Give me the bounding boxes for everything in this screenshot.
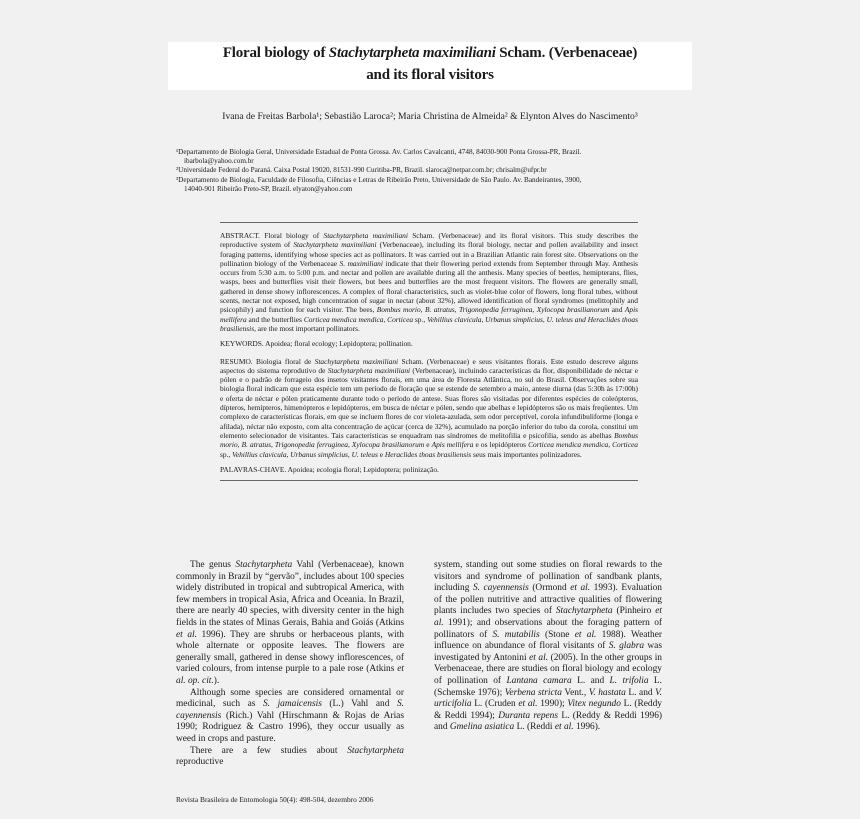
affiliation-3: ³Departamento de Biologia, Faculdade de Filosofia, Ciências e Letras de Ribeirão Preto, Universidade de São Paulo. Av. Bandeirantes, 3900, 14040-901 Ribeirão Preto-SP, Brazil. elyaton@yahoo.com — [176, 175, 582, 193]
affiliation-1: ¹Departamento de Biologia Geral, Universidade Estadual de Ponta Grossa. Av. Carlos Cavalcanti, 4748, 84030-900 Ponta Grossa-PR, Brazil. ibarbola@yahoo.com.br — [176, 148, 582, 166]
body-column-right — [434, 560, 662, 734]
top-rule — [220, 222, 638, 223]
keywords: KEYWORDS. Apoidea; floral ecology; Lepidoptera; pollination. — [220, 339, 413, 349]
title-line-2: and its floral visitors — [366, 67, 494, 83]
title-line-1: Floral biology of Stachytarpheta maximiliani Scham. (Verbenaceae) — [222, 45, 638, 61]
palavras-chave: PALAVRAS-CHAVE. Apoidea; ecologia floral; Lepidoptera; polinização. — [220, 464, 439, 474]
abstract-text: ABSTRACT. Floral biology of Stachytarpheta maximiliani Scham. (Verbenaceae) and its floral visitors. This study describes the reproductive system of Stachytarpheta maximiliani (Verbenaceae), including its floral biology, nectar and pollen availability and insect foraging patterns, identifying whose species act as pollinators. It was carried out in a Brazilian Atlantic rain forest site. Observations on the pollination biology of the Verbenaceae S. maximiliani indicate that their flowering period extends from September through May. Anthesis occurs from 5:30 a.m. to 5:00 p.m. and nectar and pollen are available during all the anthesis. Many species of beetles, hemipterans, flies, wasps, bees and butterflies visit their flowers, but bees and butterflies are the most frequent visitors. The flowers are generally small, gathered in dense showy inflorescences. A complex of floral characteristics, such as violet-blue color of flowers, long floral tubes, without scents, nectar not exposed, high concentration of sugar in nectar (about 32%), allowed identification of floral syndromes (melittophily and psicophily) and function for each visitor. The bees, Bombus morio, B. atratus, Trigonopedia ferruginea, Xylocopa brasilianorum and Apis mellifera and the butterflies Corticea mendica mendica, Corticea sp., Vehillius clavicula, Urbanus simplicius, U. teleus and Heraclides thoas brasiliensis, are the most important pollinators. — [220, 231, 639, 333]
paragraph-studies: There are a few studies about Stachytarpheta reproductive — [176, 745, 404, 768]
paragraph-intro: The genus Stachytarpheta Vahl (Verbenaceae), known commonly in Brazil by “gervão”, includes about 100 species widely distributed in tropical and subtropical America, with few members in tropical Asia, Africa and Oceania. In Brazil, there are nearly 40 species, with diversity center in the high fields in the states of Minas Gerais, Bahia and Goiás (Atkins et al. 1996). They are shrubs or herbaceous plants, with whole alternate or opposite leaves. The flowers are generally small, gathered in dense showy inflorescences, of varied colours, from intense purple to a pale rose (Atkins et al. op. cit.). — [176, 560, 404, 686]
paragraph-uses: Although some species are considered ornamental or medicinal, such as S. jamaicensis (L.) Vahl and S. cayennensis (Rich.) Vahl (Hirschmann & Rojas de Arias 1990; Rodriguez & Castro 1996), they occur usually as weed in crops and pasture. — [176, 687, 404, 744]
author-list: Ivana de Freitas Barbola¹; Sebastião Laroca²; Maria Christina de Almeida² & Elynton Alves do Nascimento³ — [222, 111, 638, 122]
affiliation-2: ²Universidade Federal do Paraná. Caixa Postal 19020, 81531-990 Curitiba-PR, Brazil. slaroca@netpar.com.br; chrisalm@ufpr.br — [176, 166, 547, 175]
abstract-block — [220, 222, 638, 481]
title-block — [168, 42, 692, 90]
journal-footer: Revista Brasileira de Entomologia 50(4): 498-504, dezembro 2006 — [176, 795, 374, 804]
bottom-rule — [220, 480, 638, 481]
resumo-text: RESUMO. Biologia floral de Stachytarpheta maximiliani Scham. (Verbenaceae) e seus visitantes florais. Este estudo descreve alguns aspectos do sistema reprodutivo de Stachytarpheta maximiliani (Verbenaceae), incluindo características da flor, disponibilidade de néctar e pólen e o padrão de forrageio dos insetos visitantes florais, em uma área de Floresta Atlântica, no sul do Brasil. Observações sobre sua biologia floral indicam que esta espécie tem um período de floração que se estende de setembro a maio, antese diurna (das 5:30h às 17:00h) e oferta de néctar e pólen praticamente durante todo o período de antese. Suas flores são visitadas por diferentes espécies de coleópteros, dípteros, hemípteros, himenópteros e lepidópteros, em busca de néctar e pólen, sendo que abelhas e lepidópteros são os mais freqüentes. Um complexo de características florais, em que se incluem flores de cor violeta-azulada, sem odor perceptível, corola infundibuliforme (longa e afilada), néctar não exposto, com alta concentração de açúcar (cerca de 32%), acumulado na porção inferior do tubo da corola, constitui um elemento selecionador de visitantes. Tais características se enquadram nas síndromes de melitofilia e psicofilia, sendo as abelhas Bombus morio, B. atratus, Trigonopedia ferruginea, Xylocopa brasilianorum e Apis mellifera e os lepidópteros Corticea mendica mendica, Corticea sp., Vehillius clavicula, Urbanus simplicius, U. teleus e Heraclides thoas brasiliensis seus mais importantes polinizadores. — [220, 356, 639, 459]
paragraph-continued: system, standing out some studies on floral rewards to the visitors and syndrome of pollination of sandbank plants, including S. cayennensis (Ormond et al. 1993). Evaluation of the pollen nutritive and attractive qualities of flowering plants includes two species of Stachytarpheta (Pinheiro et al. 1991); and observations about the foraging pattern of pollinators of S. mutabilis (Stone et al. 1988). Weather influence on abundance of floral visitants of S. glabra was investigated by Antonini et al. (2005). In the other groups in Verbenaceae, there are studies on floral biology and ecology of pollination of Lantana camara L. and L. trifolia L. (Schemske 1976); Verbena stricta Vent., V. hastata L. and V. urticifolia L. (Cruden et al. 1990); Vitex negundo L. (Reddy & Reddi 1994); Duranta repens L. (Reddy & Reddi 1996) and Gmelina asiatica L. (Reddi et al. 1996). — [434, 560, 663, 733]
body-column-left — [176, 560, 404, 769]
affiliations — [176, 148, 676, 194]
